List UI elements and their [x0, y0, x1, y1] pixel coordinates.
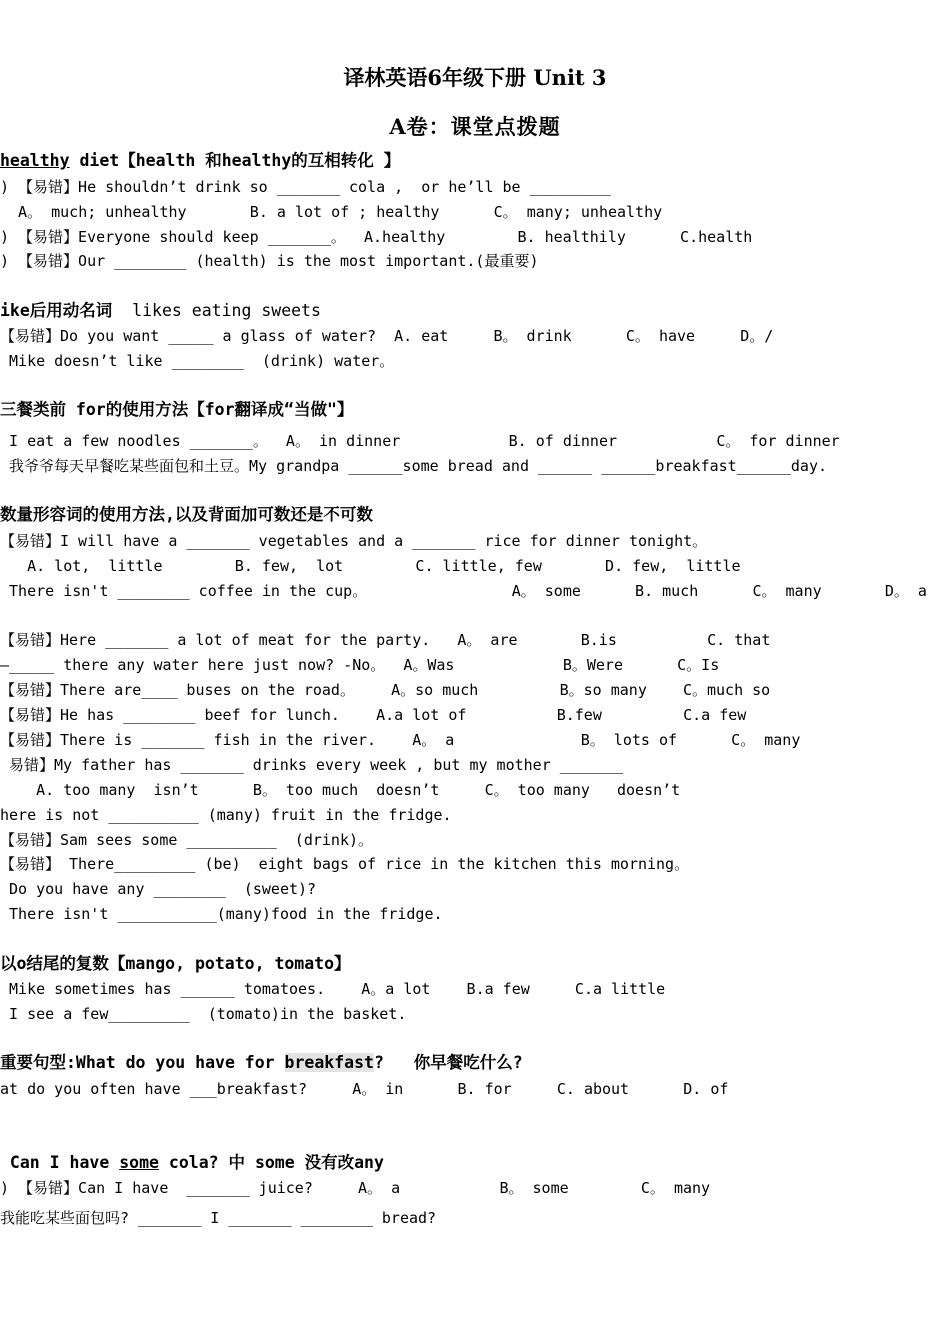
section-heading-key-sentence: [0, 1053, 523, 1073]
question-line: I eat a few noodles _______。 A。 in dinner B. of dinner C。 for dinner: [0, 432, 840, 450]
question-line: 【易错】There is _______ fish in the river. A。 a B。 lots of C。 many: [0, 731, 801, 749]
question-line: 我爷爷每天早餐吃某些面包和土豆。My grandpa ______some bread and ______ ______breakfast______day.: [0, 457, 828, 475]
question-line: 【易错】 There_________ (be) eight bags of rice in the kitchen this morning。: [0, 855, 690, 873]
heading-part: ? 你早餐吃什么?: [373, 1053, 523, 1072]
question-line: —_____ there any water here just now? -No。 A。Was B。Were C。Is: [0, 656, 720, 674]
question-line: 【易错】Do you want _____ a glass of water? A. eat B。 drink C。 have D。/: [0, 327, 774, 345]
question-line: I see a few_________ (tomato)in the basket.: [0, 1005, 407, 1023]
heading-example: likes eating sweets: [112, 301, 321, 320]
heading-part: Can I have: [0, 1153, 120, 1172]
question-line: 我能吃某些面包吗? _______ I _______ ________ bread?: [0, 1209, 437, 1227]
section-heading-healthy: [0, 151, 400, 171]
heading-rest: diet【health 和healthy的互相转化 】: [69, 151, 401, 170]
section-heading-like: [0, 301, 321, 321]
question-line: 【易错】Here _______ a lot of meat for the party. A。 are B.is C. that: [0, 631, 771, 649]
section-heading-quantifiers: 数量形容词的使用方法,以及背面加可数还是不可数: [0, 505, 373, 524]
heading-bold-part: ike后用动名词: [0, 301, 113, 320]
question-line: ) 【易错】He shouldn’t drink so _______ cola , or he’ll be _________: [0, 178, 611, 196]
heading-highlighted-word: breakfast: [284, 1053, 374, 1072]
question-line: 【易错】Sam sees some __________ (drink)。: [0, 831, 374, 849]
question-line: at do you often have ___breakfast? A。 in B. for C. about D. of: [0, 1080, 729, 1098]
question-line: 【易错】I will have a _______ vegetables and a _______ rice for dinner tonight。: [0, 532, 708, 550]
heading-underlined-word: some: [119, 1153, 159, 1172]
options-line: A. too many isn’t B。 too much doesn’t C。 too many doesn’t: [0, 781, 681, 799]
question-line: Do you have any ________ (sweet)?: [0, 880, 317, 898]
question-line: ) 【易错】Everyone should keep _______。 A.healthy B. healthily C.health: [0, 228, 753, 246]
heading-underlined-word: healthy: [0, 151, 70, 170]
question-line: 【易错】He has ________ beef for lunch. A.a lot of B.few C.a few: [0, 706, 747, 724]
section-heading-some-any: [0, 1153, 384, 1173]
question-line: ) 【易错】Can I have _______ juice? A。 a B。 some C。 many: [0, 1179, 711, 1197]
question-line: 【易错】There are____ buses on the road。 A。so much B。so many C。much so: [0, 681, 771, 699]
heading-part: 重要句型:What do you have for: [0, 1053, 285, 1072]
section-heading-plural-o: 以o结尾的复数【mango, potato, tomato】: [0, 954, 351, 973]
question-line: ) 【易错】Our ________ (health) is the most important.(最重要): [0, 252, 539, 270]
section-heading-for: 三餐类前 for的使用方法【for翻译成“当做"】: [0, 400, 354, 419]
document-title: 译林英语6年级下册 Unit 3: [343, 65, 607, 90]
question-line: Mike sometimes has ______ tomatoes. A。a lot B.a few C.a little: [0, 980, 666, 998]
heading-part: cola? 中 some 没有改any: [158, 1153, 384, 1172]
document-subtitle: A卷：课堂点拨题: [389, 114, 561, 139]
question-line: There isn't ___________(many)food in the fridge.: [0, 905, 443, 923]
question-line: Mike doesn’t like ________ (drink) water。: [0, 352, 395, 370]
question-line: There isn't ________ coffee in the cup。 A。 some B. much C。 many D。 a: [0, 582, 927, 600]
options-line: A。 much; unhealthy B. a lot of ; healthy C。 many; unhealthy: [0, 203, 663, 221]
question-line: here is not __________ (many) fruit in the fridge.: [0, 806, 452, 824]
question-line: 易错】My father has _______ drinks every week , but my mother _______: [0, 756, 623, 774]
options-line: A. lot, little B. few, lot C. little, few D. few, little: [0, 557, 741, 575]
